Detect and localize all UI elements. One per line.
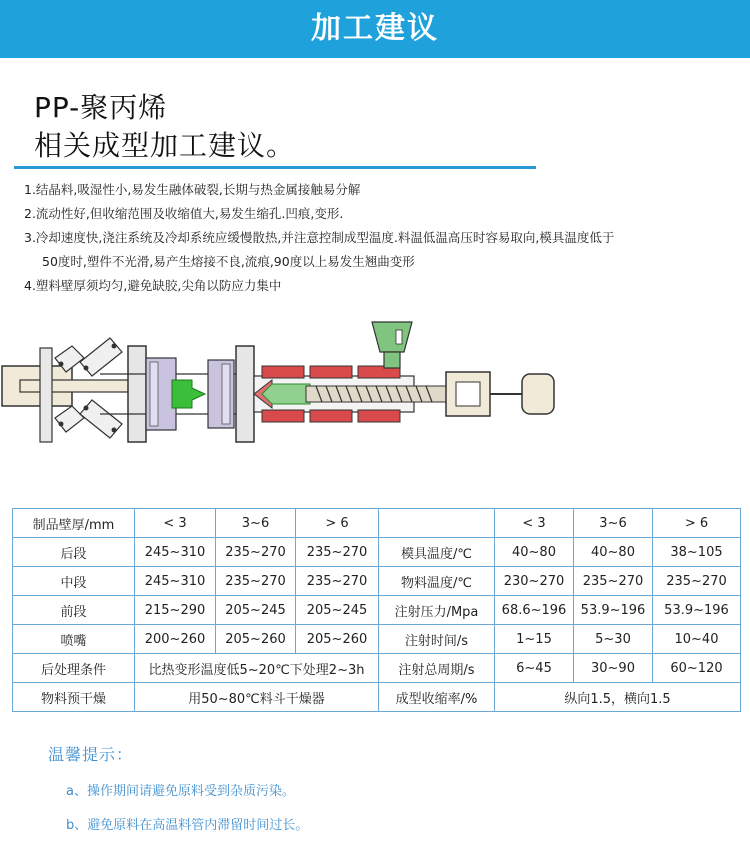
table-header-cell — [379, 509, 495, 538]
table-cell: 235~270 — [296, 538, 379, 567]
table-cell: 205~260 — [216, 625, 296, 654]
table-row — [13, 596, 741, 625]
table-cell: 60~120 — [653, 654, 741, 683]
table-cell: 前段 — [13, 596, 135, 625]
table-header-cell: 3~6 — [216, 509, 296, 538]
tip-item: b、避免原料在高温料管内滞留时间过长。 — [66, 818, 309, 833]
table-cell: 成型收缩率/% — [379, 683, 495, 712]
table-cell: 1~15 — [495, 625, 574, 654]
section-subtitle: 相关成型加工建议。 — [34, 129, 296, 162]
table-cell: 5~30 — [574, 625, 653, 654]
table-cell: 模具温度/℃ — [379, 538, 495, 567]
table-cell: 10~40 — [653, 625, 741, 654]
table-cell: 38~105 — [653, 538, 741, 567]
table-cell: 用50~80℃料斗干燥器 — [135, 683, 379, 712]
table-header-cell: < 3 — [135, 509, 216, 538]
table-cell: 比热变形温度低5~20℃下处理2~3h — [135, 654, 379, 683]
point-item-continued: 50度时,塑件不光滑,易产生熔接不良,流痕,90度以上易发生翘曲变形 — [42, 254, 415, 269]
table-cell: 200~260 — [135, 625, 216, 654]
header-banner — [0, 0, 750, 58]
table-header-row — [13, 509, 741, 538]
table-cell: 235~270 — [216, 538, 296, 567]
table-cell: 纵向1.5，横向1.5 — [495, 683, 741, 712]
table-cell: 235~270 — [574, 567, 653, 596]
point-item: 1.结晶料,吸湿性小,易发生融体破裂,长期与热金属接触易分解 — [24, 182, 361, 197]
table-cell: 30~90 — [574, 654, 653, 683]
table-cell: 245~310 — [135, 567, 216, 596]
injection-machine-illustration — [0, 318, 560, 468]
table-header-cell: > 6 — [653, 509, 741, 538]
table-header-cell: < 3 — [495, 509, 574, 538]
table-cell: 235~270 — [296, 567, 379, 596]
table-header-cell: 制品壁厚/mm — [13, 509, 135, 538]
table-cell: 注射总周期/s — [379, 654, 495, 683]
table-cell: 205~260 — [296, 625, 379, 654]
table-cell: 68.6~196 — [495, 596, 574, 625]
table-cell: 注射时间/s — [379, 625, 495, 654]
table-cell: 6~45 — [495, 654, 574, 683]
table-cell: 53.9~196 — [653, 596, 741, 625]
point-item: 2.流动性好,但收缩范围及收缩值大,易发生缩孔.凹痕,变形. — [24, 206, 344, 221]
header-title: 加工建议 — [311, 11, 439, 46]
table-cell: 215~290 — [135, 596, 216, 625]
table-header-cell: 3~6 — [574, 509, 653, 538]
table-cell: 物料预干燥 — [13, 683, 135, 712]
table-cell: 230~270 — [495, 567, 574, 596]
processing-points — [24, 178, 744, 298]
table-cell: 中段 — [13, 567, 135, 596]
table-cell: 后段 — [13, 538, 135, 567]
table-header-cell: > 6 — [296, 509, 379, 538]
table-cell: 205~245 — [216, 596, 296, 625]
title-divider — [14, 166, 536, 169]
table-row — [13, 625, 741, 654]
table-cell: 235~270 — [653, 567, 741, 596]
table-cell: 40~80 — [495, 538, 574, 567]
tip-item: a、操作期间请避免原料受到杂质污染。 — [66, 784, 295, 799]
processing-parameters-table — [12, 508, 741, 712]
table-cell: 注射压力/Mpa — [379, 596, 495, 625]
table-cell: 235~270 — [216, 567, 296, 596]
table-cell: 53.9~196 — [574, 596, 653, 625]
table-cell: 205~245 — [296, 596, 379, 625]
point-item: 4.塑料壁厚须均匀,避免缺胶,尖角以防应力集中 — [24, 278, 282, 293]
table-row — [13, 567, 741, 596]
table-row — [13, 538, 741, 567]
table-cell: 喷嘴 — [13, 625, 135, 654]
material-title: PP-聚丙烯 — [34, 91, 168, 124]
point-item: 3.冷却速度快,浇注系统及冷却系统应缓慢散热,并注意控制成型温度.料温低温高压时容易取向,模具温度低于 — [24, 230, 615, 245]
tips-title: 温馨提示： — [48, 745, 134, 764]
table-cell: 245~310 — [135, 538, 216, 567]
table-cell: 后处理条件 — [13, 654, 135, 683]
table-cell: 物料温度/℃ — [379, 567, 495, 596]
table-cell: 40~80 — [574, 538, 653, 567]
table-row — [13, 654, 741, 683]
table-row — [13, 683, 741, 712]
